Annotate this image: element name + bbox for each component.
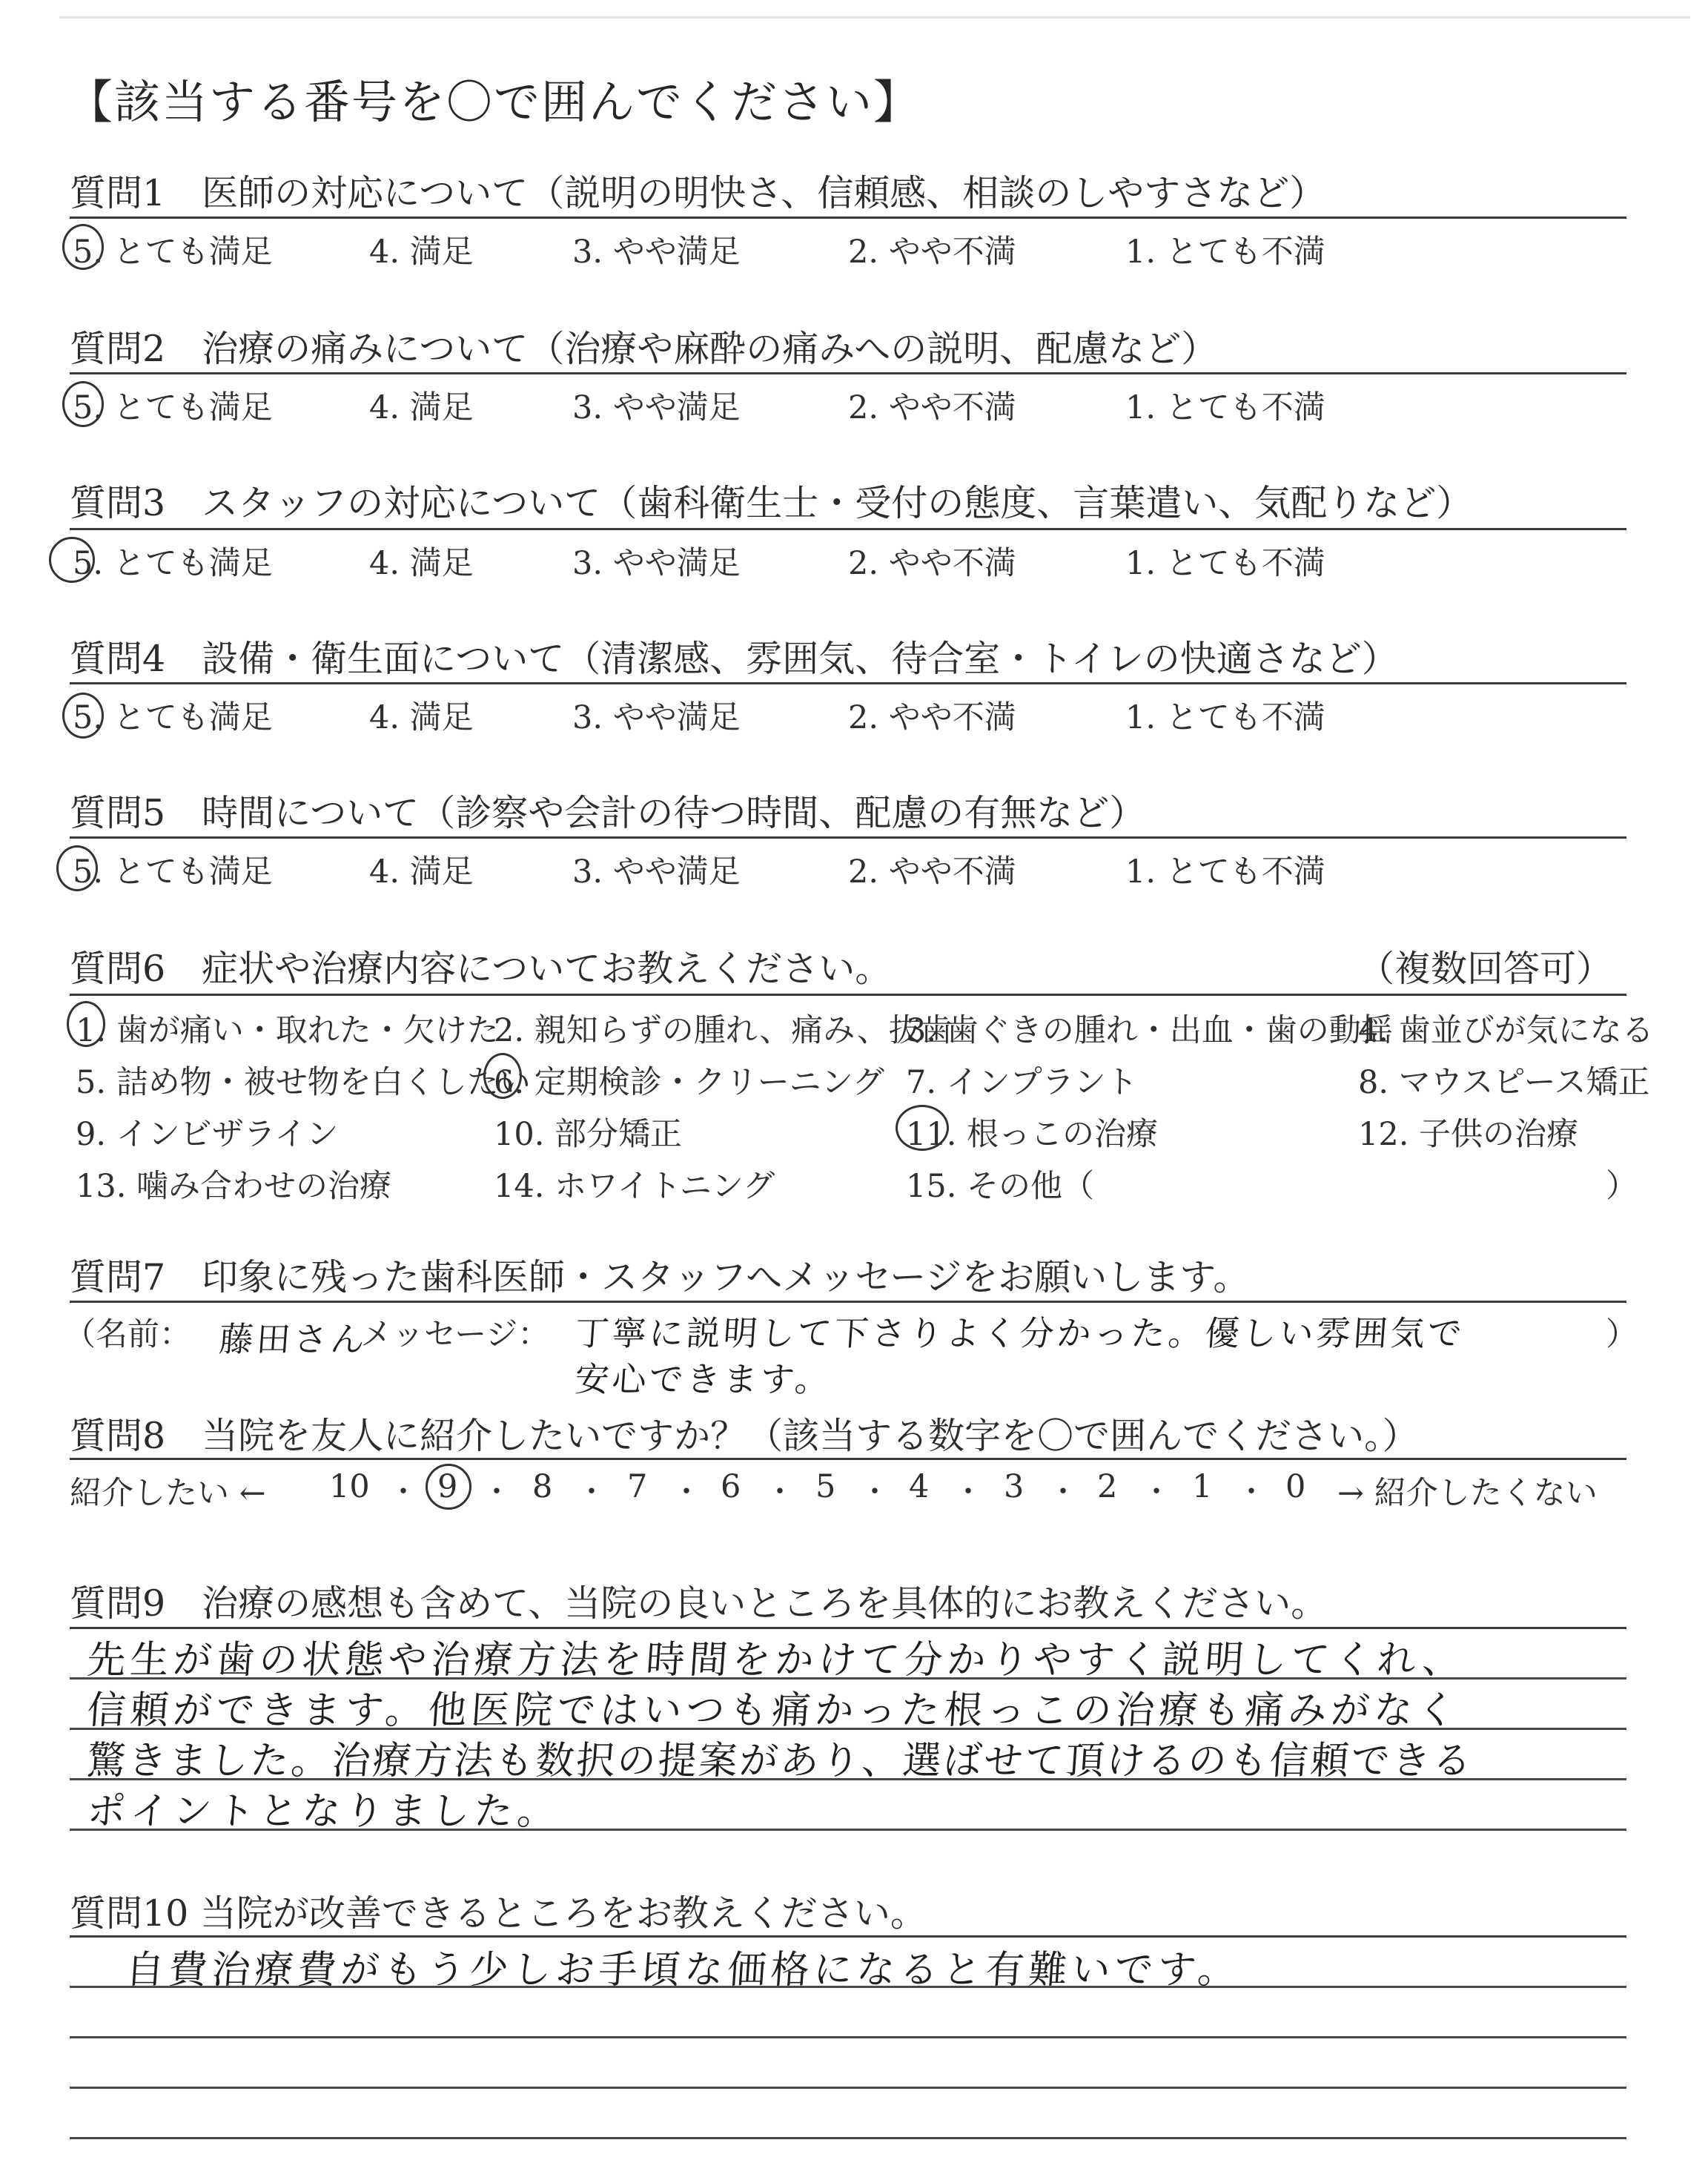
q8-scale-10[interactable]: 10 (329, 1468, 370, 1505)
q1-option-2[interactable]: 2. やや不満 (848, 234, 1016, 271)
q8-scale-7[interactable]: 7 (627, 1468, 648, 1505)
q2-option-1[interactable]: 1. とても不満 (1125, 389, 1325, 426)
q6-multiple-note: （複数回答可） (1358, 948, 1613, 990)
q2-selection-circle (62, 381, 104, 427)
q9-answer-line-3[interactable]: 驚きました。治療方法も数択の提案があり、選ばせて頂けるのも信頼できる (85, 1739, 1475, 1783)
q6-option-13[interactable]: 13. 噛み合わせの治療 (76, 1168, 392, 1205)
q4-option-4[interactable]: 4. 満足 (369, 699, 474, 736)
q8-dot: ・ (860, 1475, 890, 1509)
q5-selection-circle (56, 845, 98, 891)
q5-option-1[interactable]: 1. とても不満 (1125, 853, 1325, 891)
q6-option-11[interactable]: 11. 根っこの治療 (906, 1116, 1159, 1153)
q7-message-line-2[interactable]: 安心できます。 (573, 1359, 834, 1399)
q6-option-12[interactable]: 12. 子供の治療 (1358, 1116, 1579, 1153)
q10-rule-3 (70, 2036, 1626, 2038)
q5-option-2[interactable]: 2. やや不満 (848, 853, 1016, 891)
q2-option-3[interactable]: 3. やや満足 (572, 389, 741, 426)
q6-option-5[interactable]: 5. 詰め物・被せ物を白くしたい (76, 1064, 531, 1101)
q8-scale-5[interactable]: 5 (815, 1468, 836, 1505)
q10-rule-5 (70, 2137, 1626, 2139)
q5-heading: 質問5 時間について（診察や会計の待つ時間、配慮の有無など） (70, 792, 1146, 834)
q2-option-5[interactable]: 5. とても満足 (73, 389, 273, 426)
q6-option-8[interactable]: 8. マウスピース矯正 (1358, 1064, 1650, 1101)
q1-heading: 質問1 医師の対応について（説明の明快さ、信頼感、相談のしやすさなど） (70, 172, 1326, 214)
q8-scale-1[interactable]: 1 (1192, 1468, 1213, 1505)
q1-rule (70, 217, 1626, 219)
q8-dot: ・ (388, 1475, 418, 1509)
q6-option-2[interactable]: 2. 親知らずの腫れ、痛み、抜歯 (494, 1012, 953, 1049)
q8-rule (70, 1458, 1626, 1460)
q7-name-value[interactable]: 藤田さん (217, 1319, 369, 1359)
q6-option-7[interactable]: 7. インプラント (906, 1064, 1138, 1101)
q10-rule-1 (70, 1935, 1626, 1938)
q4-rule (70, 682, 1626, 684)
q7-message-line-1[interactable]: 丁寧に説明して下さりよく分かった。優しい雰囲気で (573, 1313, 1466, 1353)
q5-rule (70, 836, 1626, 839)
top-border (59, 16, 1690, 19)
q10-answer-line-1[interactable]: 自費治療費がもう少しお手頃な価格になると有難いです。 (124, 1948, 1242, 1992)
q8-dot: ・ (1048, 1475, 1078, 1509)
q3-option-2[interactable]: 2. やや不満 (848, 545, 1016, 582)
q3-option-1[interactable]: 1. とても不満 (1125, 545, 1325, 582)
q4-option-2[interactable]: 2. やや不満 (848, 699, 1016, 736)
q1-option-4[interactable]: 4. 満足 (369, 234, 474, 271)
q8-scale-9[interactable]: 9 (437, 1468, 458, 1505)
q9-answer-line-1[interactable]: 先生が歯の状態や治療方法を時間をかけて分かりやすく説明してくれ、 (85, 1638, 1467, 1682)
q9-heading: 質問9 治療の感想も含めて、当院の良いところを具体的にお教えください。 (70, 1582, 1328, 1625)
q2-option-2[interactable]: 2. やや不満 (848, 389, 1016, 426)
q3-option-3[interactable]: 3. やや満足 (572, 545, 741, 582)
q8-scale-0[interactable]: 0 (1285, 1468, 1306, 1505)
q7-name-label: （名前： (64, 1316, 191, 1353)
q1-option-5[interactable]: 5. とても満足 (73, 234, 273, 271)
q2-option-4[interactable]: 4. 満足 (369, 389, 474, 426)
q8-dot: ・ (577, 1475, 606, 1509)
q8-selection-circle (426, 1464, 471, 1510)
q8-left-label: 紹介したい ← (70, 1475, 266, 1512)
q8-right-label: → 紹介したくない (1337, 1475, 1598, 1512)
q8-scale-8[interactable]: 8 (532, 1468, 553, 1505)
q6-selection-circle-6 (483, 1053, 522, 1099)
q8-dot: ・ (765, 1475, 795, 1509)
q8-heading: 質問8 当院を友人に紹介したいですか？（該当する数字を〇で囲んでください。） (70, 1415, 1419, 1457)
q6-selection-circle-1 (67, 1001, 105, 1047)
q1-selection-circle (62, 224, 104, 270)
q4-heading: 質問4 設備・衛生面について（清潔感、雰囲気、待合室・トイレの快適さなど） (70, 638, 1398, 680)
q1-option-3[interactable]: 3. やや満足 (572, 234, 741, 271)
q8-dot: ・ (672, 1475, 701, 1509)
q6-option-15[interactable]: 15. その他（ (906, 1168, 1095, 1205)
q5-option-3[interactable]: 3. やや満足 (572, 853, 741, 891)
q6-option-14[interactable]: 14. ホワイトニング (494, 1168, 775, 1205)
q5-option-4[interactable]: 4. 満足 (369, 853, 474, 891)
q6-heading: 質問6 症状や治療内容についてお教えください。 (70, 948, 892, 990)
q6-option-6[interactable]: 6. 定期検診・クリーニング (494, 1064, 884, 1101)
q4-option-1[interactable]: 1. とても不満 (1125, 699, 1325, 736)
q4-option-3[interactable]: 3. やや満足 (572, 699, 741, 736)
q7-heading: 質問7 印象に残った歯科医師・スタッフへメッセージをお願いします。 (70, 1256, 1250, 1298)
page-title: 【該当する番号を〇で囲んでください】 (67, 75, 921, 129)
q9-answer-line-4[interactable]: ポイントとなりました。 (85, 1789, 562, 1834)
q7-close-paren: ） (1606, 1316, 1638, 1353)
q6-option-4[interactable]: 4. 歯並びが気になる (1358, 1012, 1654, 1049)
q9-answer-line-2[interactable]: 信頼ができます。他医院ではいつも痛かった根っこの治療も痛みがなく (85, 1688, 1462, 1733)
q8-scale-6[interactable]: 6 (721, 1468, 741, 1505)
q3-selection-circle (49, 537, 95, 583)
q8-dot: ・ (1237, 1475, 1266, 1509)
q8-scale-3[interactable]: 3 (1004, 1468, 1025, 1505)
q2-heading: 質問2 治療の痛みについて（治療や麻酔の痛みへの説明、配慮など） (70, 328, 1218, 370)
q3-option-5[interactable]: 5. とても満足 (73, 545, 273, 582)
q8-dot: ・ (482, 1475, 512, 1509)
q6-option-1[interactable]: 1. 歯が痛い・取れた・欠けた (76, 1012, 499, 1049)
q10-rule-4 (70, 2087, 1626, 2089)
q6-rule (70, 994, 1626, 996)
q8-dot: ・ (1142, 1475, 1171, 1509)
q6-option-9[interactable]: 9. インビザライン (76, 1116, 339, 1153)
q8-scale-4[interactable]: 4 (909, 1468, 930, 1505)
q5-option-5[interactable]: 5. とても満足 (73, 853, 273, 891)
q2-rule (70, 372, 1626, 374)
q1-option-1[interactable]: 1. とても不満 (1125, 234, 1325, 271)
q3-heading: 質問3 スタッフの対応について（歯科衛生士・受付の態度、言葉遣い、気配りなど） (70, 482, 1473, 524)
q6-option-3[interactable]: 3. 歯ぐきの腫れ・出血・歯の動揺 (906, 1012, 1393, 1049)
q6-option-15-close: ） (1606, 1168, 1638, 1205)
q7-rule (70, 1301, 1626, 1303)
q4-option-5[interactable]: 5. とても満足 (73, 699, 273, 736)
q8-dot: ・ (953, 1475, 983, 1509)
q6-selection-circle-11 (896, 1105, 949, 1151)
q4-selection-circle (62, 693, 104, 739)
q6-option-10[interactable]: 10. 部分矯正 (494, 1116, 683, 1153)
q3-rule (70, 528, 1626, 530)
q7-message-label: メッセージ： (360, 1316, 550, 1353)
q10-heading: 質問10 当院が改善できるところをお教えください。 (70, 1892, 927, 1935)
q3-option-4[interactable]: 4. 満足 (369, 545, 474, 582)
q8-scale-2[interactable]: 2 (1097, 1468, 1118, 1505)
